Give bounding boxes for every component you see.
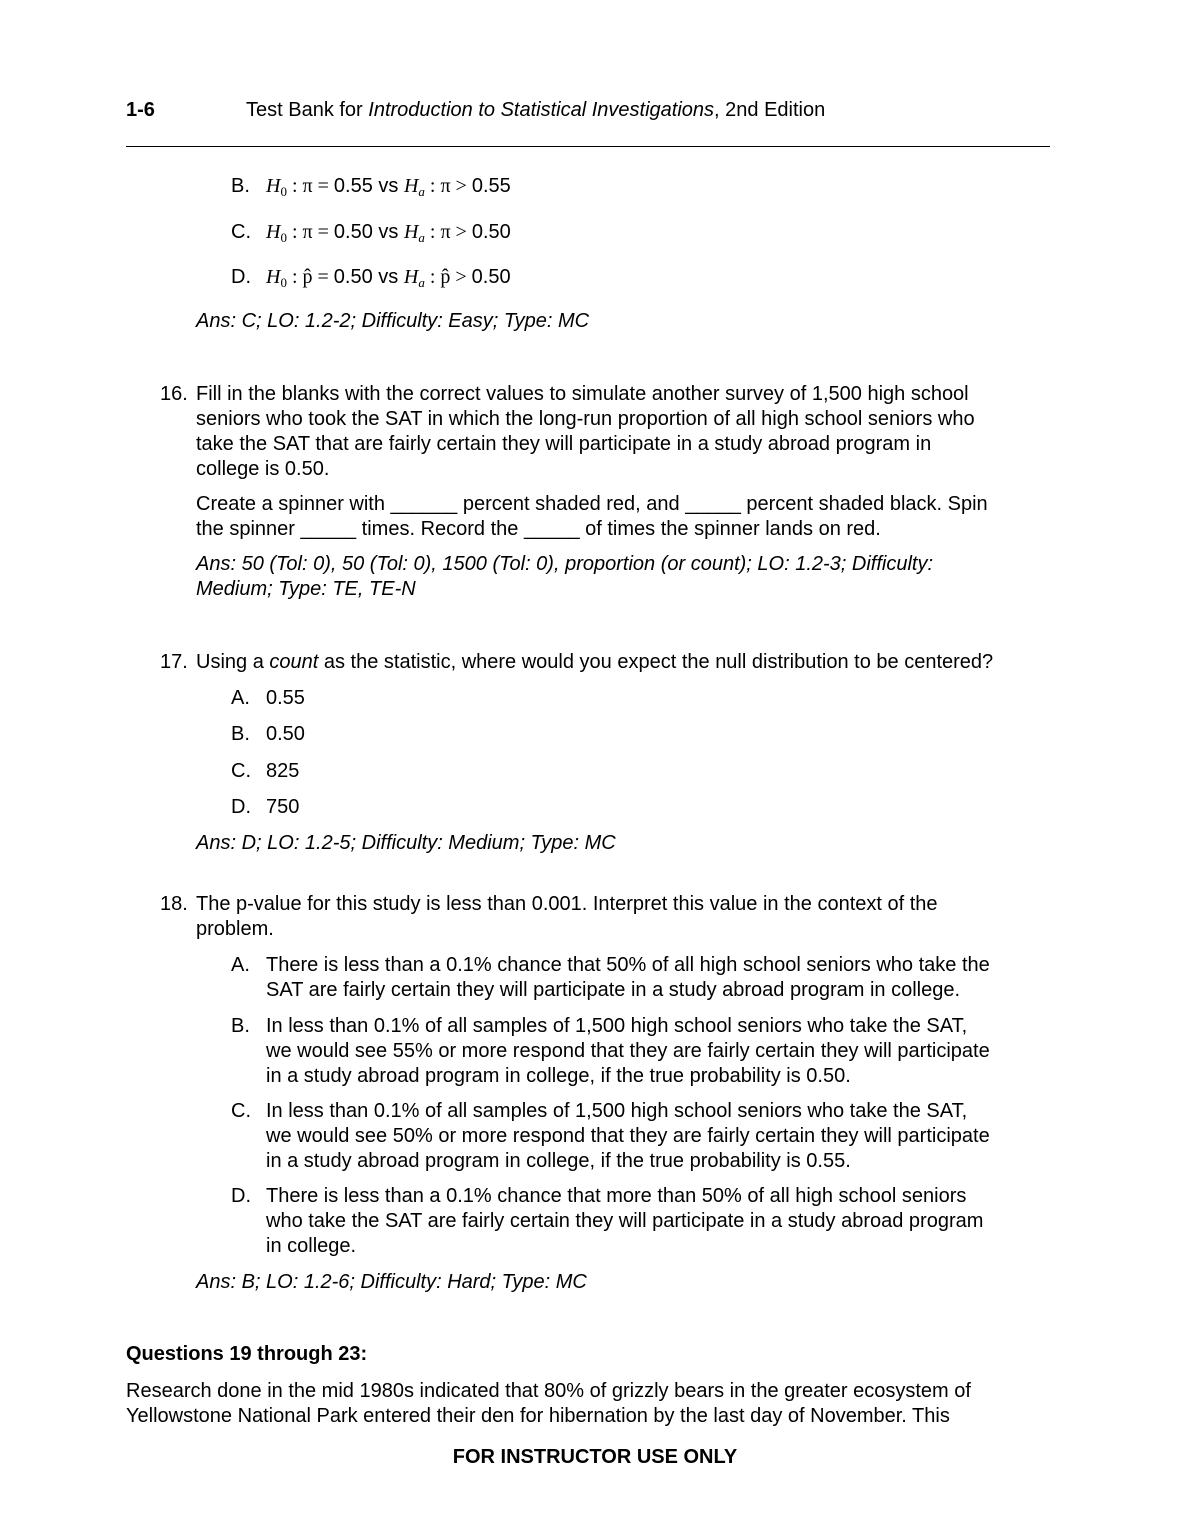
q18-option-a: There is less than a 0.1% chance that 50% of all high school seniors who take the SAT are fairly certain they will participate in a study abroad program in college.	[266, 954, 990, 1001]
page-footer: FOR INSTRUCTOR USE ONLY	[452, 1446, 738, 1468]
q17-option-a: A. 0.55	[231, 687, 305, 709]
q15-option-c: C. $H_0$ : π = 0.50 vs $H_a$ : π > 0.50	[231, 221, 511, 245]
q17-option-d: D. 750	[231, 796, 300, 818]
q18-number: 18.	[160, 893, 188, 915]
q16-answer: Ans: 50 (Tol: 0), 50 (Tol: 0), 1500 (Tol: 0), proportion (or count); LO: 1.2-3; Difficulty: Medium; Type: TE, TE-N	[196, 553, 934, 600]
q16-stem: Fill in the blanks with the correct values to simulate another survey of 1,500 high school seniors who took the SAT in which the long-run proportion of all high school seniors who take the SAT that are fairly certain they will participate in a study abroad program in college is 0.50.	[196, 383, 975, 480]
q18-option-d: There is less than a 0.1% chance that more than 50% of all high school seniors who take the SAT are fairly certain they will participate in a study abroad program in college.	[266, 1185, 984, 1257]
q18-answer: Ans: B; LO: 1.2-6; Difficulty: Hard; Type: MC	[196, 1271, 587, 1293]
q18-option-b: In less than 0.1% of all samples of 1,500 high school seniors who take the SAT, we would see 55% or more respond that they are fairly certain they will participate in a study abroad program in college, if the true probability is 0.50.	[266, 1015, 990, 1087]
q18-option-d-letter: D.	[231, 1185, 251, 1207]
q16-number: 16.	[160, 383, 188, 405]
running-title: Test Bank for Introduction to Statistical Investigations, 2nd Edition	[246, 99, 826, 121]
q18-option-b-letter: B.	[231, 1015, 250, 1037]
page-header	[126, 98, 1050, 147]
q18-option-c: In less than 0.1% of all samples of 1,500 high school seniors who take the SAT, we would see 50% or more respond that they are fairly certain they will participate in a study abroad program in college, if the true probability is 0.55.	[266, 1100, 990, 1172]
q17-option-b: B. 0.50	[231, 723, 305, 745]
q18-option-c-letter: C.	[231, 1100, 251, 1122]
q17-answer: Ans: D; LO: 1.2-5; Difficulty: Medium; Type: MC	[196, 832, 616, 854]
section-intro: Research done in the mid 1980s indicated that 80% of grizzly bears in the greater ecosystem of Yellowstone National Park entered their den for hibernation by the last day of November. This	[126, 1380, 971, 1427]
q18-option-a-letter: A.	[231, 954, 250, 976]
q18-stem: The p-value for this study is less than 0.001. Interpret this value in the context of the problem.	[196, 893, 938, 940]
q15-option-b: B. $H_0$ : π = 0.55 vs $H_a$ : π > 0.55	[231, 175, 511, 199]
q16-fill-in: Create a spinner with ______ percent shaded red, and _____ percent shaded black. Spin the spinner _____ times. Record the _____ of times the spinner lands on red.	[196, 493, 988, 540]
q17-stem: Using a count as the statistic, where would you expect the null distribution to be centered?	[196, 651, 994, 673]
page-number: 1-6	[126, 99, 155, 121]
q17-option-c: C. 825	[231, 760, 300, 782]
q15-answer: Ans: C; LO: 1.2-2; Difficulty: Easy; Type: MC	[196, 310, 590, 332]
q17-number: 17.	[160, 651, 188, 673]
section-heading: Questions 19 through 23:	[126, 1343, 368, 1365]
q15-option-d: D. $H_0$ : p̂ = 0.50 vs $H_a$ : p̂ > 0.50	[231, 266, 511, 290]
